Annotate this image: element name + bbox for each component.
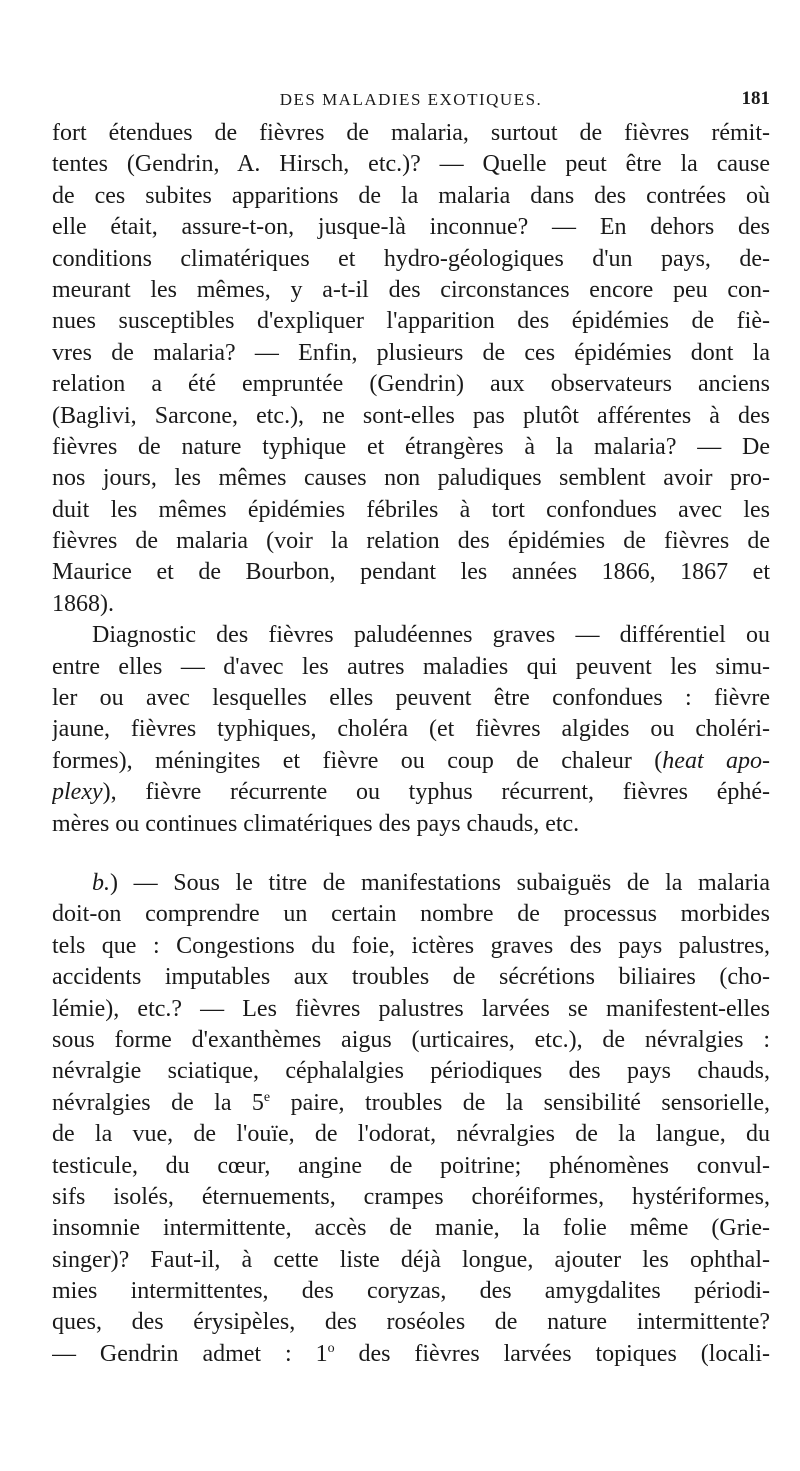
text-line: singer)? Faut-il, à cette liste déjà longue, ajouter les ophthal- <box>52 1246 770 1273</box>
text-line: mies intermittentes, des coryzas, des amygdalites périodi- <box>52 1278 770 1305</box>
running-head <box>52 86 770 116</box>
text-run: ) — Sous le titre de manifestations subaiguës de la malaria <box>110 869 770 896</box>
text-line: ler ou avec lesquelles elles peuvent être confondues : fièvre <box>52 685 770 712</box>
text-line <box>52 1088 770 1119</box>
italic-term: plexy <box>52 779 103 806</box>
text-line: testicule, du cœur, angine de poitrine; phénomènes convul- <box>52 1152 770 1179</box>
text-line: (Baglivi, Sarcone, etc.), ne sont-elles pas plutôt afférentes à des <box>52 402 770 429</box>
text-line: doit-on comprendre un certain nombre de processus morbides <box>52 901 770 928</box>
text-line: meurant les mêmes, y a-t-il des circonstances encore peu con- <box>52 276 770 303</box>
text-line: tels que : Congestions du foie, ictères graves des pays palustres, <box>52 932 770 959</box>
running-title: DES MALADIES EXOTIQUES. <box>279 90 543 109</box>
text-line: conditions climatériques et hydro-géologiques d'un pays, de- <box>52 245 770 272</box>
text-run: paire, troubles de la sensibilité sensorielle, <box>270 1089 770 1116</box>
text-line: mères ou continues climatériques des pays chauds, etc. <box>52 810 580 837</box>
text-line: Diagnostic des fièvres paludéennes graves — différentiel ou <box>92 622 770 649</box>
text-line: tentes (Gendrin, A. Hirsch, etc.)? — Quelle peut être la cause <box>52 151 770 178</box>
text-line: de la vue, de l'ouïe, de l'odorat, névralgies de la langue, du <box>52 1121 770 1148</box>
text-line: nos jours, les mêmes causes non paludiques semblent avoir pro- <box>52 465 770 492</box>
text-line: relation a été empruntée (Gendrin) aux observateurs anciens <box>52 371 770 398</box>
text-run: — Gendrin admet : 1 <box>52 1340 328 1367</box>
body-text <box>52 118 770 1370</box>
text-run: formes), méningites et fièvre ou coup de chaleur ( <box>52 747 663 774</box>
text-run: des fièvres larvées topiques (locali- <box>334 1340 770 1367</box>
text-line: sifs isolés, éternuements, crampes choréiformes, hystériformes, <box>52 1183 770 1210</box>
text-line: sous forme d'exanthèmes aigus (urticaires, etc.), de névralgies : <box>52 1026 770 1053</box>
text-line: accidents imputables aux troubles de sécrétions biliaires (cho- <box>52 964 770 991</box>
text-run: ), fièvre récurrente ou typhus récurrent, fièvres éphé- <box>102 779 770 806</box>
text-line: lémie), etc.? — Les fièvres palustres larvées se manifestent-elles <box>52 995 770 1022</box>
page-number: 181 <box>741 88 770 109</box>
text-line <box>52 777 770 808</box>
text-line: Maurice et de Bourbon, pendant les années 1866, 1867 et <box>52 559 770 586</box>
text-line: 1868). <box>52 590 114 617</box>
text-line: vres de malaria? — Enfin, plusieurs de ces épidémies dont la <box>52 339 770 366</box>
text-line: de ces subites apparitions de la malaria dans des contrées où <box>52 182 770 209</box>
text-line: duit les mêmes épidémies fébriles à tort confondues avec les <box>52 496 770 523</box>
paragraph-gap <box>52 840 770 868</box>
text-line: fièvres de nature typhique et étrangères à la malaria? — De <box>52 433 770 460</box>
text-line: nues susceptibles d'expliquer l'apparition des épidémies de fiè- <box>52 308 770 335</box>
text-line: fort étendues de fièvres de malaria, surtout de fièvres rémit- <box>52 120 770 146</box>
text-line <box>52 1339 770 1370</box>
text-run: névralgies de la 5 <box>52 1089 264 1116</box>
text-line: névralgie sciatique, céphalalgies périodiques des pays chauds, <box>52 1058 770 1085</box>
superscript: o <box>327 1340 335 1356</box>
text-line: jaune, fièvres typhiques, choléra (et fièvres algides ou choléri- <box>52 716 770 743</box>
text-line <box>52 868 770 899</box>
text-line: insomnie intermittente, accès de manie, la folie même (Grie- <box>52 1215 770 1242</box>
text-line: elle était, assure-t-on, jusque-là inconnue? — En dehors des <box>52 214 770 241</box>
text-line <box>52 746 770 777</box>
text-line: ques, des érysipèles, des roséoles de nature intermittente? <box>52 1309 770 1336</box>
superscript: e <box>263 1089 271 1105</box>
text-line: entre elles — d'avec les autres maladies qui peuvent les simu- <box>52 653 770 680</box>
section-letter: b. <box>92 869 110 896</box>
text-line: fièvres de malaria (voir la relation des épidémies de fièvres de <box>52 528 770 555</box>
italic-term: heat apo- <box>662 747 770 774</box>
